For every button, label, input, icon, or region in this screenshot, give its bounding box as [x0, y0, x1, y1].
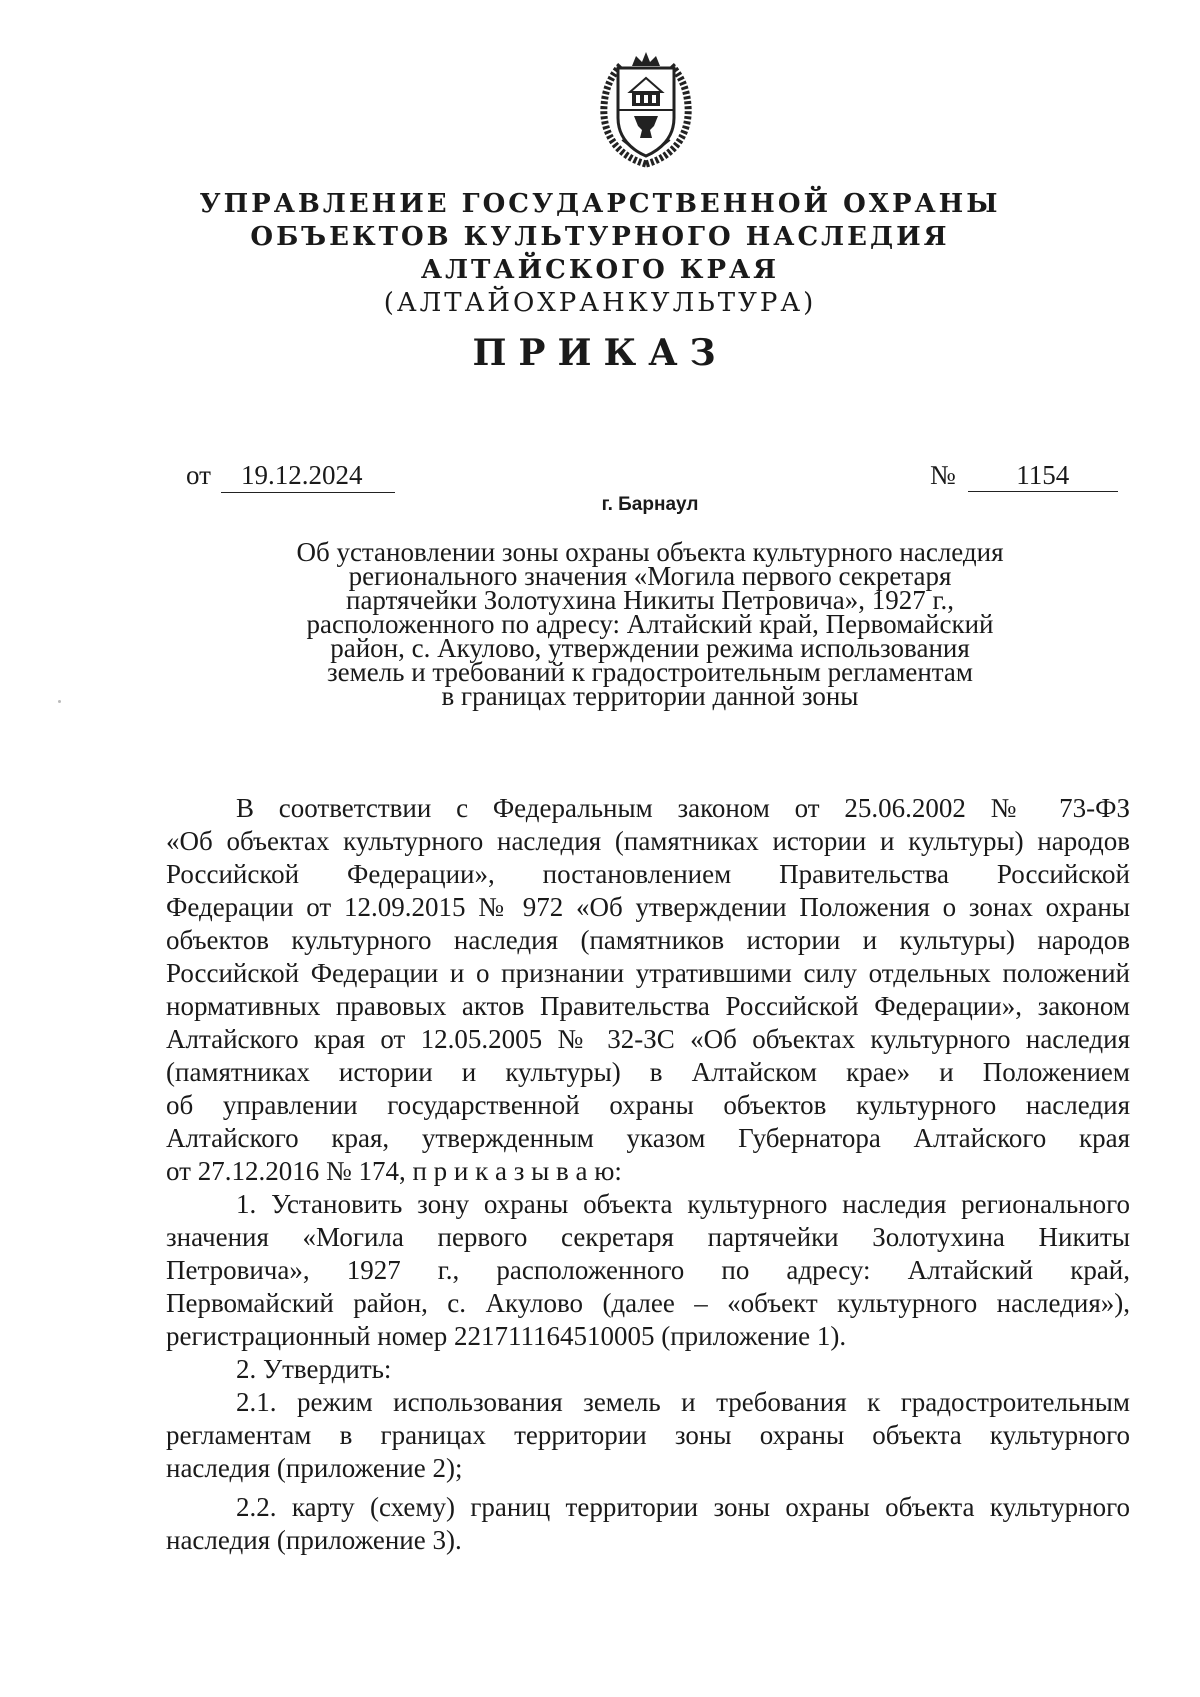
title-line: регионального значения «Могила первого секретаря — [348, 561, 952, 591]
item-1-line: регистрационный номер 221711164510005 (приложение 1). — [166, 1321, 847, 1351]
org-line-1: УПРАВЛЕНИЕ ГОСУДАРСТВЕННОЙ ОХРАНЫ — [199, 189, 1001, 219]
preamble-line: об управлении государственной охраны объектов культурного наследия — [166, 1090, 1130, 1120]
preamble-line: «Об объектах культурного наследия (памятниках истории и культуры) народов — [166, 826, 1130, 856]
org-abbreviation: (АЛТАЙОХРАНКУЛЬТУРА) — [383, 288, 817, 318]
order-title — [0, 537, 1200, 711]
order-body — [166, 792, 1130, 1557]
preamble-line: от 27.12.2016 № 174, п р и к а з ы в а ю: — [166, 1156, 622, 1186]
preamble-line: Российской Федерации и о признании утратившими силу отдельных положений — [166, 958, 1130, 988]
city: г. Барнаул — [601, 494, 699, 515]
altai-krai-coat-of-arms-icon — [596, 48, 696, 168]
item-1-line: 1. Установить зону охраны объекта культурного наследия регионального — [236, 1189, 1130, 1219]
document-type: ПРИКАЗ — [472, 332, 728, 374]
date-value: 19.12.2024 — [221, 460, 395, 493]
preamble-line: Федерации от 12.09.2015 № 972 «Об утверждении Положения о зонах охраны — [166, 892, 1130, 922]
title-line: партячейки Золотухина Никиты Петровича», 1927 г., — [346, 585, 954, 615]
item-2-2-line: 2.2. карту (схему) границ территории зоны охраны объекта культурного — [236, 1492, 1130, 1522]
item-1-line: значения «Могила первого секретаря партячейки Золотухина Никиты — [166, 1222, 1130, 1252]
title-line: расположенного по адресу: Алтайский край, Первомайский — [306, 609, 994, 639]
item-2-1-line: 2.1. режим использования земель и требования к градостроительным — [236, 1387, 1130, 1417]
scan-speck — [58, 700, 61, 703]
org-line-2: ОБЪЕКТОВ КУЛЬТУРНОГО НАСЛЕДИЯ — [250, 222, 950, 252]
title-line: Об установлении зоны охраны объекта культурного наследия — [296, 537, 1004, 567]
preamble-line: В соответствии с Федеральным законом от 25.06.2002 № 73-ФЗ — [236, 793, 1130, 823]
number-prefix: № — [930, 460, 956, 490]
number-value: 1154 — [968, 460, 1118, 492]
title-line: земель и требований к градостроительным регламентам — [326, 657, 974, 687]
item-2: 2. Утвердить: — [236, 1354, 392, 1384]
item-1-line: Первомайский район, с. Акулово (далее – «объект культурного наследия»), — [166, 1288, 1130, 1318]
preamble-line: Российской Федерации», постановлением Правительства Российской — [166, 859, 1130, 889]
item-1-line: Петровича», 1927 г., расположенного по адресу: Алтайский край, — [166, 1255, 1130, 1285]
preamble-line: Алтайского края, утвержденным указом Губернатора Алтайского края — [166, 1123, 1130, 1153]
title-line: в границах территории данной зоны — [441, 681, 859, 711]
org-line-3: АЛТАЙСКОГО КРАЯ — [420, 255, 780, 285]
date-prefix: от — [186, 460, 211, 490]
item-2-2-line: наследия (приложение 3). — [166, 1525, 462, 1555]
order-date — [186, 460, 395, 493]
preamble-line: Алтайского края от 12.05.2005 № 32-ЗС «Об объектах культурного наследия — [166, 1024, 1130, 1054]
preamble-line: (памятниках истории и культуры) в Алтайском крае» и Положением — [166, 1057, 1130, 1087]
organization-name — [0, 188, 1200, 320]
preamble-line: нормативных правовых актов Правительства Российской Федерации», законом — [166, 991, 1130, 1021]
item-2-1-line: регламентам в границах территории зоны охраны объекта культурного — [166, 1420, 1130, 1450]
title-line: район, с. Акулово, утверждении режима использования — [330, 633, 970, 663]
order-number — [930, 460, 1118, 492]
item-2-1-line: наследия (приложение 2); — [166, 1453, 463, 1483]
preamble-line: объектов культурного наследия (памятников истории и культуры) народов — [166, 925, 1130, 955]
